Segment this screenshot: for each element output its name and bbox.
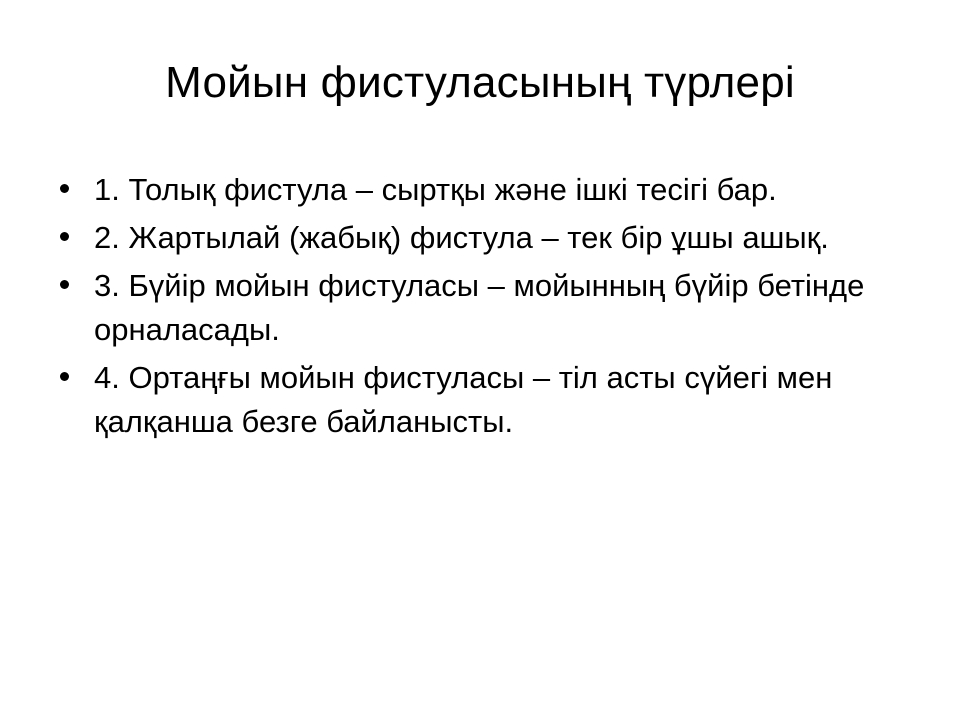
list-item-text: 4. Ортаңғы мойын фистуласы – тіл асты сүйегі мен қалқанша безге байланысты. bbox=[94, 360, 833, 440]
bullet-dot-icon bbox=[60, 280, 69, 289]
bullet-list bbox=[48, 168, 918, 448]
list-item-text: 1. Толық фистула – сыртқы және ішкі тесігі бар. bbox=[94, 172, 777, 207]
bullet-dot-icon bbox=[60, 184, 69, 193]
list-item bbox=[48, 216, 918, 260]
bullet-dot-icon bbox=[60, 372, 69, 381]
list-item bbox=[48, 356, 918, 444]
list-item bbox=[48, 168, 918, 212]
list-item bbox=[48, 264, 918, 352]
list-item-text: 3. Бүйір мойын фистуласы – мойынның бүйір бетінде орналасады. bbox=[94, 268, 865, 348]
page-title: Мойын фистуласының түрлері bbox=[165, 58, 795, 107]
bullet-dot-icon bbox=[60, 232, 69, 241]
list-item-text: 2. Жартылай (жабық) фистула – тек бір ұшы ашық. bbox=[94, 220, 829, 256]
